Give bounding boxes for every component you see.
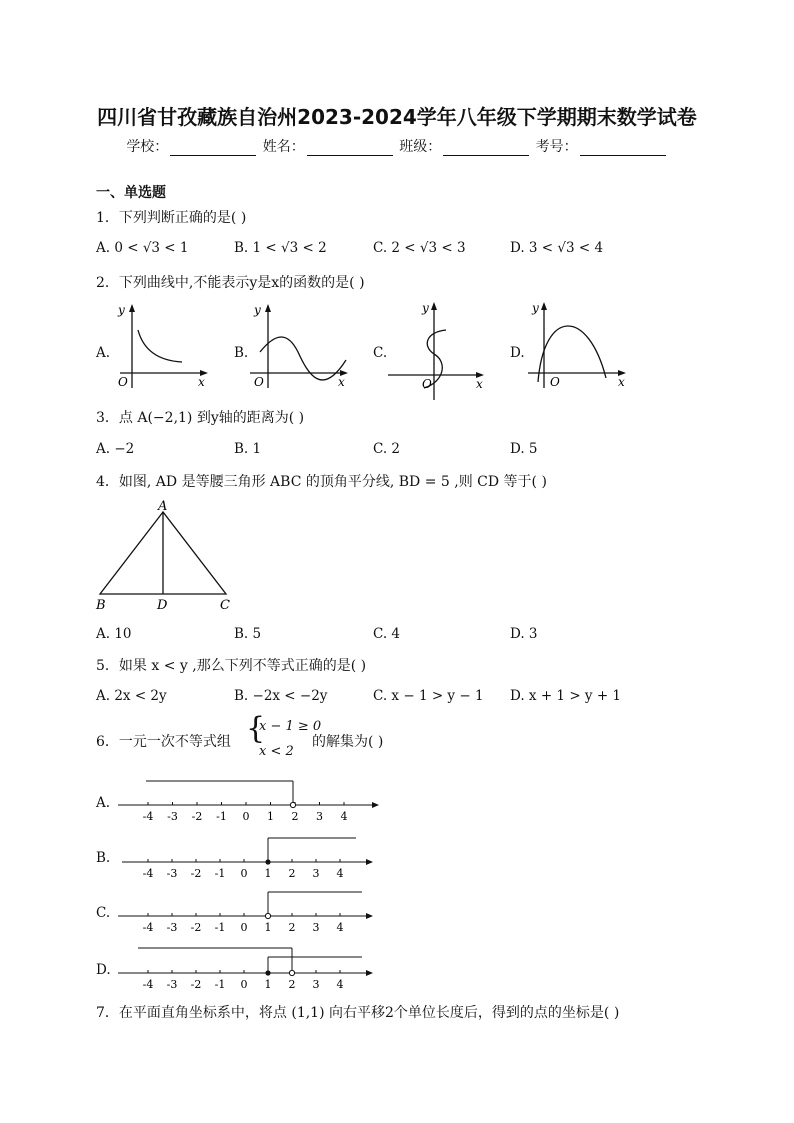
q6-option-d-label[interactable]: D.	[96, 962, 111, 978]
tick-label: 4	[336, 978, 344, 991]
question-6-stem-post: 的解集为( )	[312, 734, 384, 750]
q4-triangle-figure	[92, 498, 242, 614]
tick-label: 1	[264, 978, 272, 991]
question-3-stem: 3．点 A(−2,1) 到y轴的距离为( )	[96, 410, 305, 426]
q2-option-d-label[interactable]: D.	[510, 345, 525, 361]
q2-graph-c	[386, 298, 490, 402]
name-blank[interactable]	[307, 141, 393, 156]
exam-number-blank[interactable]	[580, 141, 666, 156]
tick-label: -4	[142, 978, 154, 991]
system-brace: {	[246, 711, 266, 746]
tick-label: 3	[312, 867, 320, 880]
school-blank[interactable]	[170, 141, 256, 156]
closed-endpoint	[265, 970, 270, 975]
class-label: 班级：	[399, 139, 442, 155]
question-4-stem: 4．如图, AD 是等腰三角形 ABC 的顶角平分线, BD = 5 ,则 CD 等于( )	[96, 474, 547, 490]
tick-label: -1	[214, 978, 226, 991]
q3-option-a[interactable]: A. −2	[96, 441, 135, 457]
school-label: 学校：	[126, 139, 169, 155]
system-line-1: x − 1 ≥ 0	[259, 719, 322, 734]
q6-number-line-a	[116, 775, 380, 825]
tick-label: -1	[214, 867, 226, 880]
open-endpoint	[265, 913, 270, 918]
question-5-stem: 5．如果 x < y ,那么下列不等式正确的是( )	[96, 658, 367, 674]
x-axis-label: x	[618, 375, 625, 389]
question-2-stem: 2．下列曲线中,不能表示y是x的函数的是( )	[96, 275, 365, 291]
q5-option-c[interactable]: C. x − 1 > y − 1	[373, 688, 484, 704]
q2-option-a-label[interactable]: A.	[96, 345, 111, 361]
tick-label: 4	[336, 867, 344, 880]
q3-option-c[interactable]: C. 2	[373, 441, 401, 457]
closed-endpoint	[265, 859, 270, 864]
section-heading: 一、单选题	[96, 185, 166, 201]
tick-label: 4	[340, 810, 348, 823]
tick-label: -3	[166, 867, 178, 880]
tick-label: 2	[288, 867, 296, 880]
q1-option-d[interactable]: D. 3 < √3 < 4	[510, 240, 604, 256]
q6-option-a-label[interactable]: A.	[96, 795, 111, 811]
tick-label: -3	[166, 978, 178, 991]
arrow-icon	[366, 859, 373, 865]
question-1-stem: 1．下列判断正确的是( )	[96, 210, 247, 226]
tick-label: 1	[264, 867, 272, 880]
tick-label: -4	[142, 810, 154, 823]
tick-label: -4	[142, 921, 154, 934]
student-info-line	[0, 136, 794, 156]
q4-option-d[interactable]: D. 3	[510, 626, 538, 642]
tick-label: 0	[240, 978, 248, 991]
x-axis-label: x	[476, 377, 483, 391]
tick-label: 0	[240, 921, 248, 934]
tick-label: 1	[267, 810, 274, 823]
origin-label: O	[254, 375, 264, 389]
q5-option-d[interactable]: D. x + 1 > y + 1	[510, 688, 622, 704]
q3-option-b[interactable]: B. 1	[234, 441, 262, 457]
arrow-icon	[366, 970, 373, 976]
open-endpoint	[289, 970, 294, 975]
tick-label: 3	[312, 978, 320, 991]
y-axis-label: y	[422, 301, 429, 315]
y-axis-label: y	[532, 301, 539, 315]
tick-label: 1	[264, 921, 272, 934]
tick-label: -2	[190, 978, 202, 991]
tick-label: 0	[242, 810, 250, 823]
x-axis-label: x	[198, 375, 205, 389]
y-axis-label: y	[118, 303, 125, 317]
tick-label: -4	[142, 867, 154, 880]
tick-label: -3	[166, 921, 178, 934]
question-6-stem-pre: 6．一元一次不等式组	[96, 734, 231, 750]
vertex-c-label: C	[220, 598, 230, 613]
name-label: 姓名：	[262, 139, 305, 155]
q5-option-a[interactable]: A. 2x < 2y	[96, 688, 167, 704]
page-title: 四川省甘孜藏族自治州2023-2024学年八年级下学期期末数学试卷	[97, 105, 697, 129]
q4-option-a[interactable]: A. 10	[96, 626, 132, 642]
origin-label: O	[550, 375, 560, 389]
q6-number-line-b	[120, 832, 374, 880]
arrow-icon	[366, 913, 373, 919]
tick-label: 3	[316, 810, 323, 823]
tick-label: -3	[167, 810, 178, 823]
tick-label: -2	[191, 810, 203, 823]
tick-label: 3	[312, 921, 320, 934]
q5-option-b[interactable]: B. −2x < −2y	[234, 688, 328, 704]
arrow-icon	[372, 802, 379, 808]
tick-label: 2	[288, 921, 296, 934]
q2-graph-d	[524, 298, 630, 390]
open-endpoint	[290, 802, 295, 807]
q4-option-b[interactable]: B. 5	[234, 626, 262, 642]
q3-option-d[interactable]: D. 5	[510, 441, 538, 457]
q2-graph-a	[110, 302, 210, 390]
q2-graph-b	[246, 302, 350, 390]
q6-number-line-d	[116, 943, 374, 991]
tick-label: 2	[288, 978, 296, 991]
tick-label: -2	[190, 867, 202, 880]
q2-option-b-label[interactable]: B.	[234, 345, 249, 361]
y-axis-label: y	[254, 303, 261, 317]
q2-option-c-label[interactable]: C.	[373, 345, 388, 361]
origin-label: O	[118, 375, 128, 389]
q1-option-c[interactable]: C. 2 < √3 < 3	[373, 240, 466, 256]
q6-option-b-label[interactable]: B.	[96, 850, 111, 866]
tick-label: -2	[190, 921, 202, 934]
x-axis-label: x	[338, 375, 345, 389]
tick-label: -1	[216, 810, 227, 823]
class-blank[interactable]	[443, 141, 529, 156]
vertex-b-label: B	[96, 598, 106, 613]
system-line-2: x < 2	[259, 744, 294, 759]
vertex-a-label: A	[158, 499, 168, 514]
q6-number-line-c	[116, 886, 374, 934]
origin-label: O	[422, 377, 432, 391]
q1-option-a[interactable]: A. 0 < √3 < 1	[96, 240, 189, 256]
point-d-label: D	[157, 598, 168, 613]
tick-label: 0	[240, 867, 248, 880]
q1-option-b[interactable]: B. 1 < √3 < 2	[234, 240, 327, 256]
tick-label: 2	[291, 810, 299, 823]
question-7-stem: 7．在平面直角坐标系中，将点 (1,1) 向右平移2个单位长度后，得到的点的坐标是( )	[96, 1005, 620, 1021]
q6-option-c-label[interactable]: C.	[96, 905, 111, 921]
tick-label: -1	[214, 921, 226, 934]
tick-label: 4	[336, 921, 344, 934]
q4-option-c[interactable]: C. 4	[373, 626, 401, 642]
exam-number-label: 考号：	[535, 139, 578, 155]
